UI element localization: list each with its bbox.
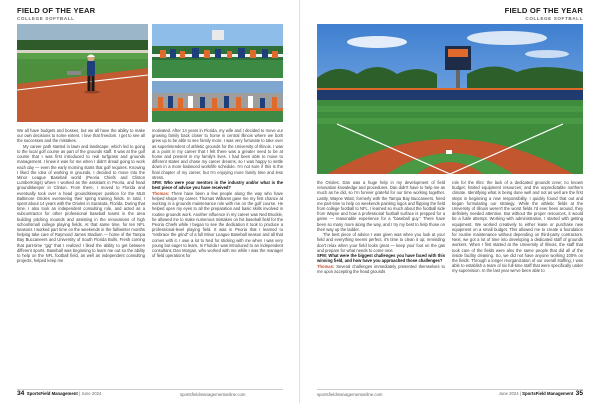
running-head-title: FIELD OF THE YEAR bbox=[504, 6, 583, 15]
running-head-left bbox=[17, 6, 95, 21]
interview-question bbox=[152, 180, 283, 190]
right-page bbox=[300, 0, 600, 403]
speaker-label: Thomas: bbox=[317, 263, 335, 269]
photo-stadium bbox=[317, 24, 583, 174]
body-paragraph: motivated. After 14 years in Florida, my wife and I decided to move our growing family back closer to home in central Illinois where we both grew up to be able to see family more. I was very fortunate to take over as superintendent of athletic grounds for the University of Illinois. I was at a point in my career that I felt there was a greater need to be at home and present in my family's lives. I had been able to move to different states and chase my career dreams, so I was happy to settle down in a more balanced work/life schedule. I'm not sure if this is the final chapter of my career, but I'm enjoying more family time and less stress. bbox=[152, 128, 283, 180]
page-number: 34 bbox=[17, 390, 25, 397]
photo-groundskeeper bbox=[17, 24, 148, 122]
right-column-2 bbox=[452, 180, 583, 274]
issue-date: June 2024 bbox=[81, 391, 102, 396]
right-column-1 bbox=[317, 180, 445, 274]
body-paragraph: My career path started in lawn and landscape, which led to going to the local golf course as part of the grounds staff. It was at the golf course that I was first introduced to real turfgrass and grounds management. I knew it was for me when I didn't dread going to work each day — even the early morning starts that golf requires. Knowing I liked the idea of working in grounds, I decided to move into the Minor League Baseball world (Peoria Chiefs and Clinton LumberKings) where I worked as the assistant in Peoria, and head groundskeeper in Clinton. From there, I moved to Florida and eventually took over a head groundskeeper position for the MLB Baltimore Orioles overseeing their spring training fields. In total, I spent about 14 years with the Orioles in Sarasota, Florida. During that time, I also took an independent consulting role, and acted as a subcontractor for other professional baseball teams in the area building pitching mounds and assisting in the renovations of high school/small college playing fields. At that same time, for ten NFL seasons I worked part time on the weekends in the fall/winter months helping take care of Raymond James Stadium — home of the Tampa Bay Buccaneers and University of South Florida Bulls. Fresh coming that part-time “gig” that I realized I liked the ability to get between different sports. Baseball was beginning to learn me out so the ability to help on the NFL football field, as well as independent consulting projects, helped keep me bbox=[17, 143, 145, 264]
body-paragraph: the Orioles. Dan was a huge help in my development of field renovation knowledge and procedures. Dan didn't have to help me as much as he did, so I'm forever grateful for our time working together. Lastly, Wayne Wiatr, formerly with the Tampa Bay Buccaneers, hired me part-time to help on weekends painting logos and flipping the field from college football to NFL. I learned so much about the football side from Wayne and how a professional football surface is prepped for a game — reasonable experience for a “baseball guy.” There have been so many more along the way, and I try my best to help those on their way up the ladder. bbox=[317, 180, 445, 232]
running-head-right bbox=[505, 6, 583, 21]
answer-text: Several challenges immediately presented themselves to me upon accepting the head grounds bbox=[317, 263, 445, 275]
question-label: SFM: bbox=[317, 253, 328, 259]
photo-fans bbox=[152, 24, 283, 78]
website-link[interactable]: sportsfieldmanagementonline.com bbox=[180, 392, 246, 397]
footer-url-left bbox=[180, 392, 245, 397]
photo-stands bbox=[152, 81, 283, 122]
interview-answer bbox=[152, 191, 283, 259]
question-label: SFM: bbox=[152, 180, 163, 186]
issue-date: June 2024 bbox=[498, 391, 519, 396]
running-head-title: FIELD OF THE YEAR bbox=[17, 6, 96, 15]
body-paragraph: The best piece of advice I was given was when you look at your field and everything seems perfect, it's time to clean it up; reminding don't relax when your field looks great — keep your foot on the gas and prepare for what needs to come next. bbox=[317, 232, 445, 253]
website-link[interactable]: sportsfieldmanagementonline.com bbox=[317, 392, 383, 397]
footer-url-right bbox=[317, 392, 382, 397]
question-text: What were the biggest challenges you have faced with this winning field, and how have you approached those challenges? bbox=[317, 253, 445, 264]
body-paragraph: We all have budgets and bosses, but we all have the ability to make our own decisions to some extent. I love that freedom. I get to see all the successes and the mistakes. bbox=[17, 128, 145, 144]
running-head-subtitle: COLLEGE SOFTBALL bbox=[525, 16, 583, 21]
question-text: Who were your mentors in the industry and/or what is the best piece of advice you have received? bbox=[152, 180, 283, 191]
publication-name: SportsField Management bbox=[26, 391, 78, 396]
answer-text: There have been a few people along the way who have helped shape my career. Thomas Williams gave me my first chance at working in a grounds maintenance role with me on the golf course. He helped open my eyes to all the preparation and basic skills involved in routine grounds work. Another influence in my career was Ned Bruckle, he allowed me to make numerous mistakes on his baseball field for the Peoria Chiefs while I began to see the dedication it took to produce a professional-level playing field. It was in Peoria that I learned to “embrace the grind” of a full Minor League Baseball season and all that comes with it. I owe a lot to Ned for sticking with me when I was very young but eager to learn. In Florida I was introduced to an independent consultant, Dan Morgan, who worked with me while I was the manager of field operations for bbox=[152, 190, 283, 259]
interview-answer bbox=[317, 264, 445, 274]
body-paragraph: role for the Illini: the lack of a dedicated grounds crew; no known budget; limited equipment resources; and the unpredictable northern climate. Identifying what is being done well and not as well are the first steps in beginning a new responsibility. I quickly found that out and began formulating our strategy. While the athletic fields at the University of Illinois weren't the worst fields I'd ever been around, they definitely needed attention. But without the proper resources, it would be a futile attempt. Working with administration, I started with getting equipment. We worked creatively to either lease or purchase new equipment on a small budget. This allowed me to create a foundation for routine maintenance without depending on third-party contractors. Next, we got a lot of time into developing a dedicated staff of grounds workers. When I first started at the University of Illinois, the staff that took care of the fields were also the same people that did all of the inside facility cleaning. So, we did not have anyone working 100% on the fields. Through a longer reorganization of our overall staffing, I was able to establish a team of six full-time staff that were specifically under my supervision. In the last year we've been able to bbox=[452, 180, 583, 274]
left-column-1 bbox=[17, 128, 145, 264]
footer-left: 34 SportsField Management | June 2024 bbox=[17, 390, 102, 397]
publication-name: SportsField Management bbox=[522, 391, 574, 396]
footer-right: June 2024 | SportsField Management 35 bbox=[498, 390, 583, 397]
left-column-2 bbox=[152, 128, 283, 259]
running-head-subtitle: COLLEGE SOFTBALL bbox=[17, 16, 75, 21]
page-number: 35 bbox=[575, 390, 583, 397]
speaker-label: Thomas: bbox=[152, 190, 170, 196]
interview-question bbox=[317, 253, 445, 263]
